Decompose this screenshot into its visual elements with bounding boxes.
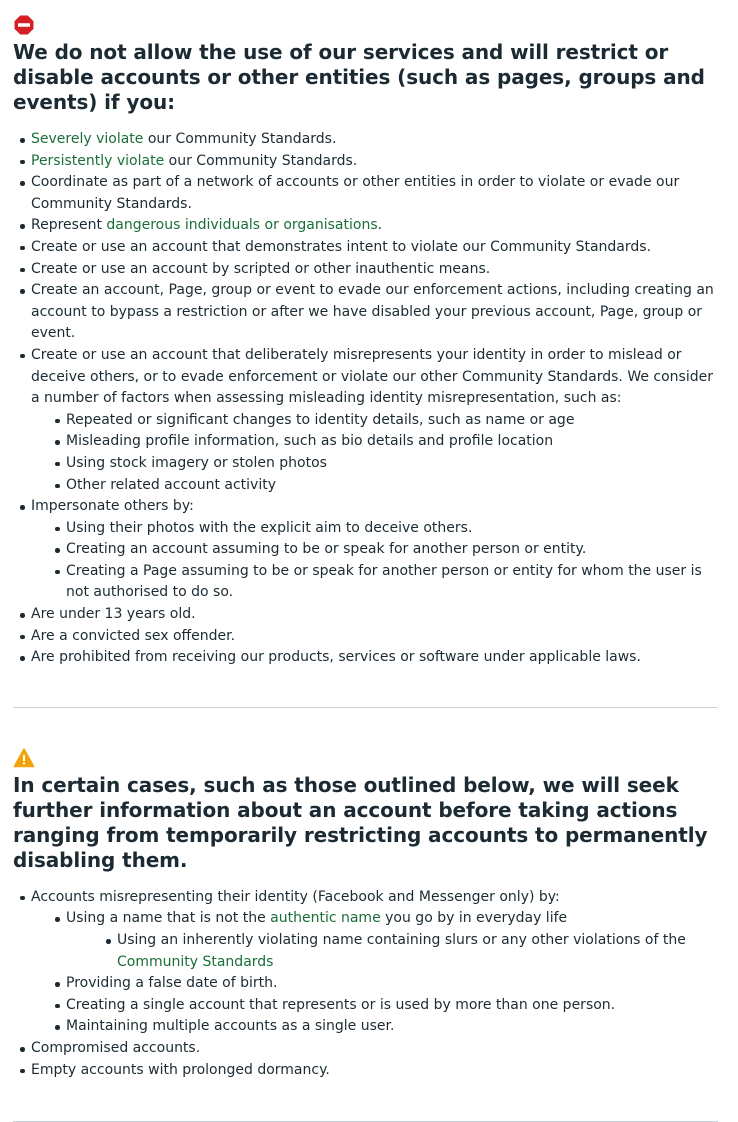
sub-list-item: Using stock imagery or stolen photos	[66, 453, 718, 475]
sub-sub-list-item: Using an inherently violating name containing slurs or any other violations of the Community Standards	[117, 930, 718, 973]
no-entry-icon	[13, 14, 35, 36]
sub-list-item: Maintaining multiple accounts as a single user.	[66, 1016, 718, 1038]
sub-list-item: Creating a single account that represents or is used by more than one person.	[66, 995, 718, 1017]
list-item: Accounts misrepresenting their identity (Facebook and Messenger only) by: Using a name that is not the authentic name you go by in everyday life Using an inherently violating name containing slurs or any other violations of the Community Standards Providing a false date of birth. Creating a single account that represents or is used by more than one person. Maintaining multiple accounts as a single user.	[31, 887, 718, 1038]
sub-list-item: Using a name that is not the authentic name you go by in everyday life Using an inherently violating name containing slurs or any other violations of the Community Standards	[66, 908, 718, 973]
list-item: Are prohibited from receiving our products, services or software under applicable laws.	[31, 647, 718, 669]
dangerous-organisations-link[interactable]: dangerous individuals or organisations	[106, 217, 378, 234]
sub-list	[55, 908, 718, 1038]
sub-list-item: Misleading profile information, such as bio details and profile location	[66, 431, 718, 453]
review-list	[13, 887, 718, 1081]
sub-list	[55, 410, 718, 496]
list-item: Empty accounts with prolonged dormancy.	[31, 1060, 718, 1082]
list-item: Persistently violate our Community Standards.	[31, 151, 718, 173]
sub-list-item: Creating an account assuming to be or speak for another person or entity.	[66, 539, 718, 561]
list-item: Are a convicted sex offender.	[31, 626, 718, 648]
sub-list-item: Creating a Page assuming to be or speak for another person or entity for whom the user is not authorised to do so.	[66, 561, 718, 604]
severely-violate-link[interactable]: Severely violate	[31, 131, 144, 147]
sub-list-item: Using their photos with the explicit aim to deceive others.	[66, 518, 718, 540]
list-item: Create an account, Page, group or event to evade our enforcement actions, including creating an account to bypass a restriction or after we have disabled your previous account, Page, group or event.	[31, 280, 718, 345]
list-item: Coordinate as part of a network of accounts or other entities in order to violate or evade our Community Standards.	[31, 172, 718, 215]
restriction-list	[13, 129, 718, 669]
list-item: Are under 13 years old.	[31, 604, 718, 626]
sub-list-item: Repeated or significant changes to identity details, such as name or age	[66, 410, 718, 432]
list-item: Severely violate our Community Standards.	[31, 129, 718, 151]
section-heading-further-information: In certain cases, such as those outlined below, we will seek further information about an account before taking actions ranging from temporarily restricting accounts to permanently disabling them.	[13, 772, 708, 872]
persistently-violate-link[interactable]: Persistently violate	[31, 152, 165, 169]
sub-list-item: Providing a false date of birth.	[66, 973, 718, 995]
list-item: Impersonate others by: Using their photos with the explicit aim to deceive others. Creating an account assuming to be or speak for another person or entity. Creating a Page assuming to be or speak for another person or entity for whom the user is not authorised to do so.	[31, 496, 718, 604]
list-item: Represent dangerous individuals or organisations.	[31, 215, 718, 237]
list-item: Create or use an account that deliberately misrepresents your identity in order to mislead or deceive others, or to evade enforcement or violate our other Community Standards. We consider a number of factors when assessing misleading identity misrepresentation, such as: Repeated or significant changes to identity details, such as name or age Misleading profile information, such as bio details and profile location Using stock imagery or stolen photos Other related account activity	[31, 345, 718, 496]
list-item: Compromised accounts.	[31, 1038, 718, 1060]
sub-list	[55, 518, 718, 604]
section-heading-restrictions: We do not allow the use of our services and will restrict or disable accounts or other entities (such as pages, groups and events) if you:	[13, 40, 705, 114]
list-item: Create or use an account by scripted or other inauthentic means.	[31, 259, 718, 281]
warning-icon	[13, 747, 35, 769]
authentic-name-link[interactable]: authentic name	[270, 910, 381, 927]
sub-sub-list	[106, 930, 718, 973]
community-standards-link[interactable]: Community Standards	[117, 953, 274, 970]
list-item: Create or use an account that demonstrates intent to violate our Community Standards.	[31, 237, 718, 259]
sub-list-item: Other related account activity	[66, 475, 718, 497]
